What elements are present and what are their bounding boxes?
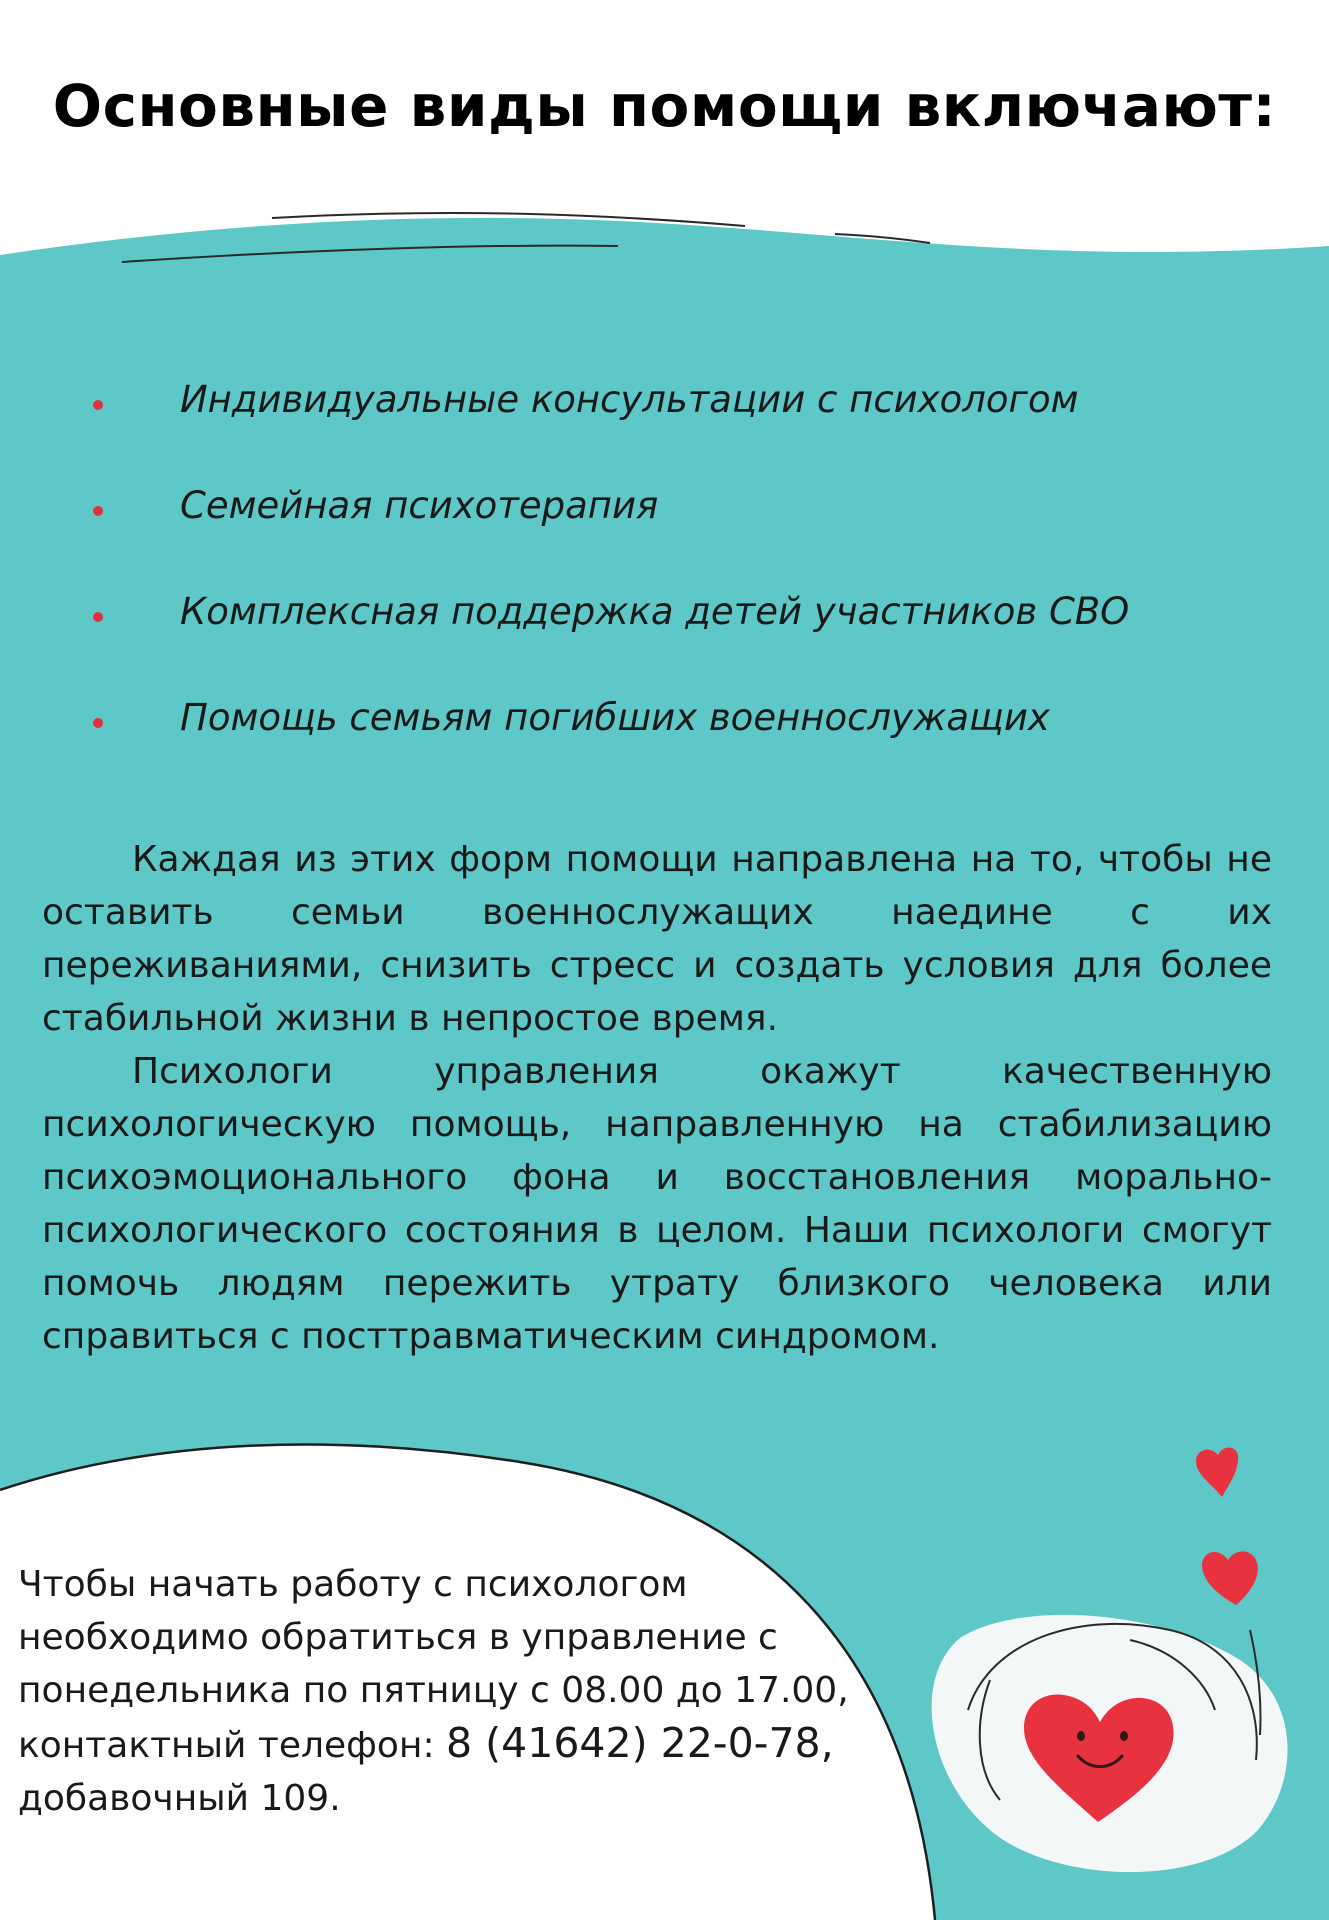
contact-line: добавочный 109.: [18, 1778, 341, 1819]
list-item-label: Комплексная поддержка детей участников СВО: [180, 590, 1130, 633]
phone-label: контактный телефон:: [18, 1725, 447, 1766]
list-item: [0, 696, 1329, 756]
contact-line: [18, 1717, 878, 1772]
list-item-label: Помощь семьям погибших военнослужащих: [180, 696, 1050, 739]
bullet-icon: [93, 718, 103, 728]
list-item: [0, 484, 1329, 544]
contact-info: [18, 1558, 878, 1825]
contact-line: необходимо обратиться в управление с: [18, 1617, 778, 1658]
bullet-icon: [93, 612, 103, 622]
paragraph-psychologists: Психологи управления окажут качественную психологическую помощь, направленную на стабилизацию психоэмоционального фона и восстановления морально-психологического состояния в целом. Наши психологи смогут помочь людям пережить утрату близкого человека или справиться с посттравматическим синдромом.: [42, 1051, 1272, 1357]
bullet-icon: [93, 506, 103, 516]
list-item-label: Семейная психотерапия: [180, 484, 659, 527]
list-item: [0, 590, 1329, 650]
bullet-icon: [93, 400, 103, 410]
paragraph-forms-of-help: Каждая из этих форм помощи направлена на то, чтобы не оставить семьи военнослужащих наедине с их переживаниями, снизить стресс и создать условия для более стабильной жизни в непростое время.: [42, 839, 1272, 1039]
contact-line: Чтобы начать работу с психологом: [18, 1564, 688, 1605]
list-item: [0, 378, 1329, 438]
phone-number[interactable]: 8 (41642) 22-0-78,: [446, 1719, 834, 1767]
page-title: Основные виды помощи включают:: [52, 72, 1277, 140]
contact-line: понедельника по пятницу с 08.00 до 17.00,: [18, 1670, 849, 1711]
list-item-label: Индивидуальные консультации с психологом: [180, 378, 1079, 421]
